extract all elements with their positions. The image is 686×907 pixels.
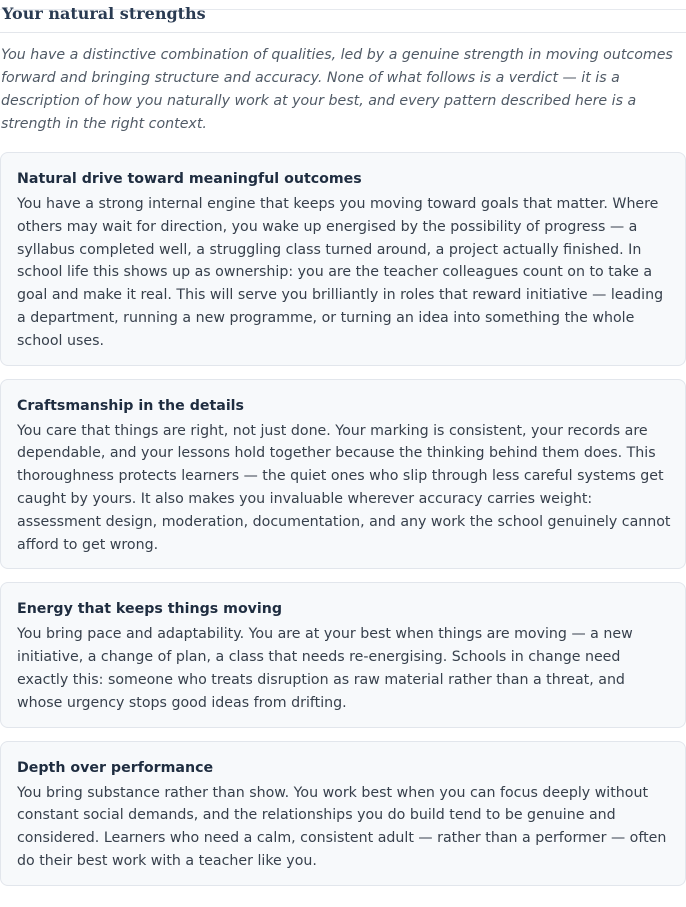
section-title: Your natural strengths: [2, 4, 206, 23]
strength-card-title: Natural drive toward meaningful outcomes: [17, 171, 362, 187]
strength-card-craftsmanship: [0, 379, 686, 570]
title-divider: [0, 32, 686, 33]
strengths-list: [0, 152, 686, 899]
strength-card-title: Depth over performance: [17, 759, 214, 776]
strength-card-title: Energy that keeps things moving: [17, 601, 283, 618]
strength-card-body: You care that things are right, not just done. Your marking is consistent, your records are dependable, and your lessons hold together because the thinking behind them does. This thoroughness protects learners — the quiet ones who slip through less careful systems get caught by yours. It also makes you invaluable wherever accuracy carries weight: assessment design, moderation, documentation, and any work the school genuinely cannot afford to get wrong.: [17, 422, 671, 553]
strength-card-drive: [0, 152, 686, 366]
strength-card-body: You bring pace and adaptability. You are at your best when things are moving — a new initiative, a change of plan, a class that needs re-energising. Schools in change need exactly this: someone who treats disruption as raw material rather than a threat, and whose urgency stops good ideas from drifting.: [17, 626, 633, 711]
strength-card-body: You bring substance rather than show. You work best when you can focus deeply without constant social demands, and the relationships you do build tend to be genuine and considered. Learners who need a calm, consistent adult — rather than a performer — often do their best work with a teacher like you.: [17, 784, 667, 869]
strength-card-body: You have a strong internal engine that keeps you moving toward goals that matter. Where others may wait for direction, you wake up energised by the possibility of progress — a syllabus completed well, a struggling class turned around, a project actually finished. In school life this shows up as ownership: you are the teacher colleagues count on to take a goal and make it real. This will serve you brilliantly in roles that reward initiative — leading a department, running a new programme, or turning an idea into something the whole school uses.: [17, 196, 664, 349]
section-intro: You have a distinctive combination of qualities, led by a genuine strength in moving outcomes forward and bringing structure and accuracy. None of what follows is a verdict — it is a description of how you naturally work at your best, and every pattern described here is a strength in the right context.: [1, 47, 673, 132]
strength-card-title: Craftsmanship in the details: [17, 397, 244, 414]
strength-card-energy: [0, 582, 686, 727]
strength-card-depth: [0, 741, 686, 886]
